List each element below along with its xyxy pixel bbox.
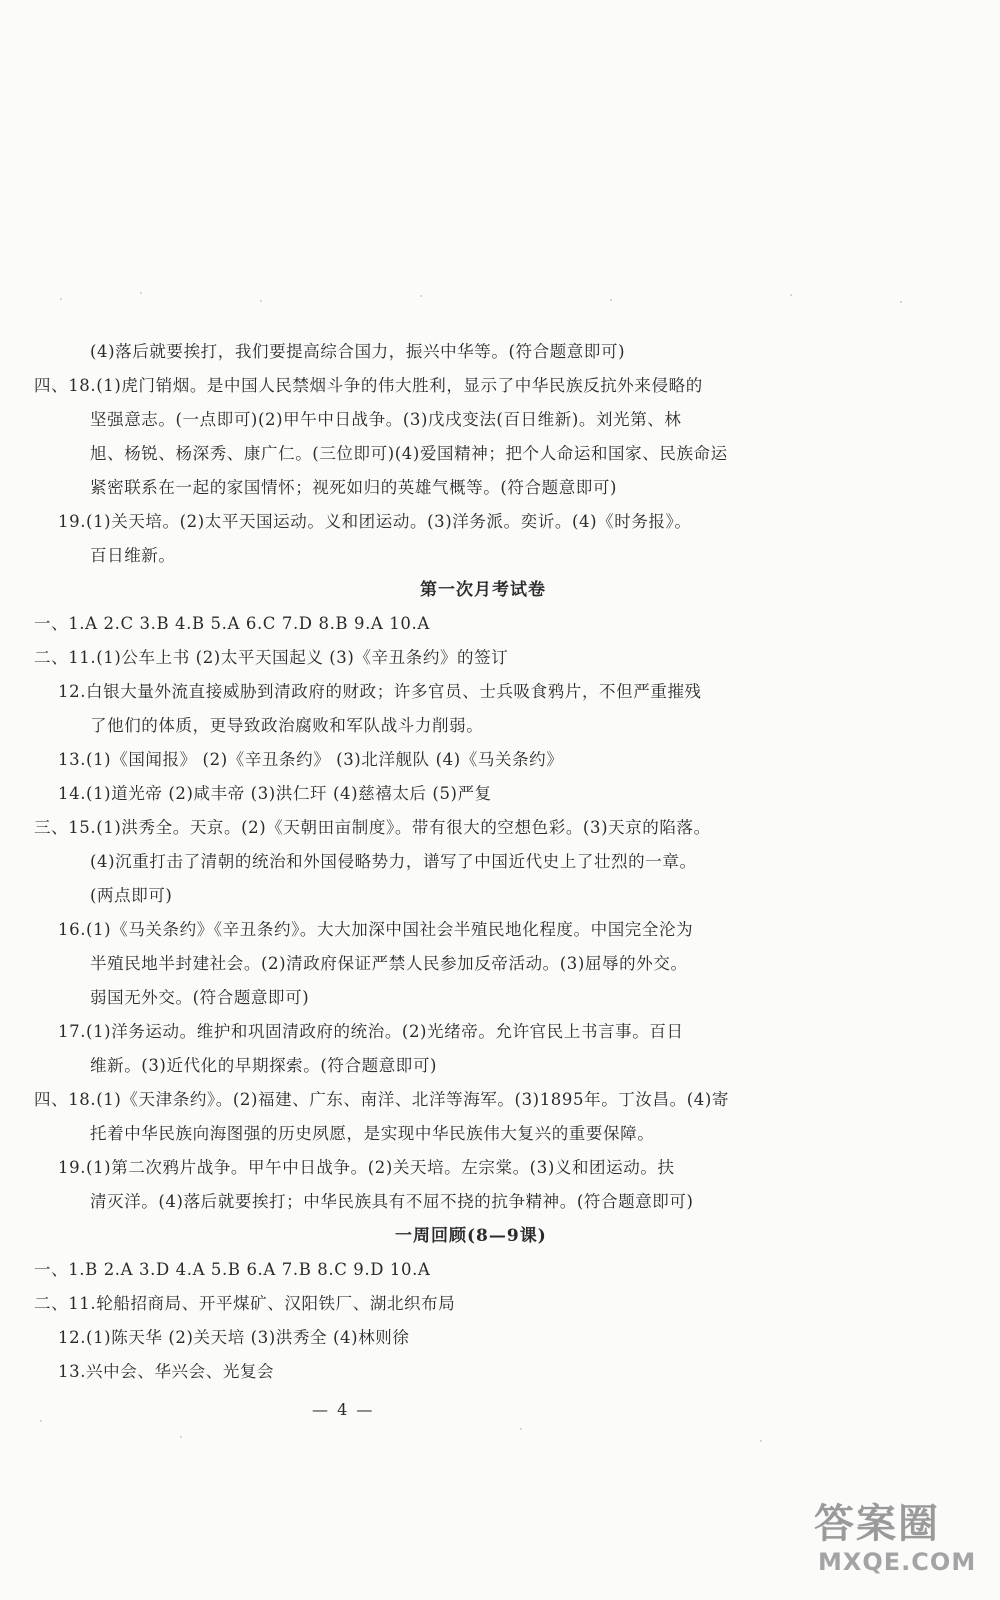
answer-line: 四、18.(1)《天津条约》。(2)福建、广东、南洋、北洋等海军。(3)1895年。丁汝昌。(4)寄: [34, 1090, 729, 1109]
watermark-chinese-text: 答案圈: [814, 1501, 940, 1547]
answer-line: 二、11.轮船招商局、开平煤矿、汉阳铁厂、湖北织布局: [34, 1294, 456, 1313]
answer-line: 弱国无外交。(符合题意即可): [90, 988, 310, 1007]
answer-line: (4)落后就要挨打，我们要提高综合国力，振兴中华等。(符合题意即可): [90, 342, 626, 361]
scan-speck: [520, 1428, 522, 1430]
scan-speck: [760, 1440, 762, 1442]
answer-line: 了他们的体质，更导致政治腐败和军队战斗力削弱。: [90, 716, 484, 735]
scan-speck: [900, 301, 902, 303]
scan-speck: [790, 294, 792, 296]
section-heading-first-monthly-exam: 第一次月考试卷: [420, 580, 546, 600]
answer-line: 托着中华民族向海图强的历史夙愿，是实现中华民族伟大复兴的重要保障。: [90, 1124, 655, 1143]
answer-line: (4)沉重打击了清朝的统治和外国侵略势力，谱写了中国近代史上了壮烈的一章。: [90, 852, 697, 871]
watermark-url-text: MXQE.COM: [818, 1548, 977, 1576]
answer-line: 紧密联系在一起的家国情怀；视死如归的英雄气概等。(符合题意即可): [90, 478, 618, 497]
scan-speck: [610, 299, 612, 301]
answer-line: 14.(1)道光帝 (2)咸丰帝 (3)洪仁玕 (4)慈禧太后 (5)严复: [58, 784, 492, 803]
answer-line: (两点即可): [90, 886, 173, 905]
answer-line: 16.(1)《马关条约》《辛丑条约》。大大加深中国社会半殖民地化程度。中国完全沦为: [58, 920, 694, 939]
scan-speck: [60, 298, 62, 300]
answer-line: 清灭洋。(4)落后就要挨打；中华民族具有不屈不挠的抗争精神。(符合题意即可): [90, 1192, 694, 1211]
answer-line: 19.(1)关天培。(2)太平天国运动。义和团运动。(3)洋务派。奕䜣。(4)《时务报》。: [58, 512, 692, 531]
answer-line: 13.(1)《国闻报》 (2)《辛丑条约》 (3)北洋舰队 (4)《马关条约》: [58, 750, 564, 769]
answer-line: 12.白银大量外流直接威胁到清政府的财政；许多官员、士兵吸食鸦片，不但严重摧残: [58, 682, 702, 701]
scan-speck: [40, 1420, 42, 1422]
scan-speck: [420, 295, 422, 297]
answer-line: 维新。(3)近代化的早期探索。(符合题意即可): [90, 1056, 438, 1075]
answer-line: 17.(1)洋务运动。维护和巩固清政府的统治。(2)光绪帝。允许官民上书言事。百日: [58, 1022, 684, 1041]
answer-line: 13.兴中会、华兴会、光复会: [58, 1362, 275, 1381]
answer-line: 四、18.(1)虎门销烟。是中国人民禁烟斗争的伟大胜利，显示了中华民族反抗外来侵略的: [34, 376, 703, 395]
answer-line: 旭、杨锐、杨深秀、康广仁。(三位即可)(4)爱国精神；把个人命运和国家、民族命运: [90, 444, 728, 463]
answer-line: 一、1.B 2.A 3.D 4.A 5.B 6.A 7.B 8.C 9.D 10.A: [34, 1260, 431, 1279]
answer-line: 12.(1)陈天华 (2)关天培 (3)洪秀全 (4)林则徐: [58, 1328, 410, 1347]
section-heading-weekly-review: 一周回顾(8—9课): [395, 1226, 547, 1246]
answer-line: 半殖民地半封建社会。(2)清政府保证严禁人民参加反帝活动。(3)屈辱的外交。: [90, 954, 688, 973]
answer-line: 坚强意志。(一点即可)(2)甲午中日战争。(3)戊戌变法(百日维新)。刘光第、林: [90, 410, 682, 429]
scan-speck: [260, 300, 262, 302]
page-number: — 4 —: [312, 1400, 375, 1419]
scan-speck: [140, 292, 142, 294]
answer-line: 二、11.(1)公车上书 (2)太平天国起义 (3)《辛丑条约》的签订: [34, 648, 509, 667]
answer-line: 19.(1)第二次鸦片战争。甲午中日战争。(2)关天培。左宗棠。(3)义和团运动。扶: [58, 1158, 675, 1177]
answer-line: 三、15.(1)洪秀全。天京。(2)《天朝田亩制度》。带有很大的空想色彩。(3)天京的陷落。: [34, 818, 711, 837]
answer-line: 一、1.A 2.C 3.B 4.B 5.A 6.C 7.D 8.B 9.A 10.A: [34, 614, 430, 633]
answer-line: 百日维新。: [90, 546, 176, 565]
scan-speck: [180, 1436, 182, 1438]
site-watermark-logo: [800, 1488, 980, 1588]
